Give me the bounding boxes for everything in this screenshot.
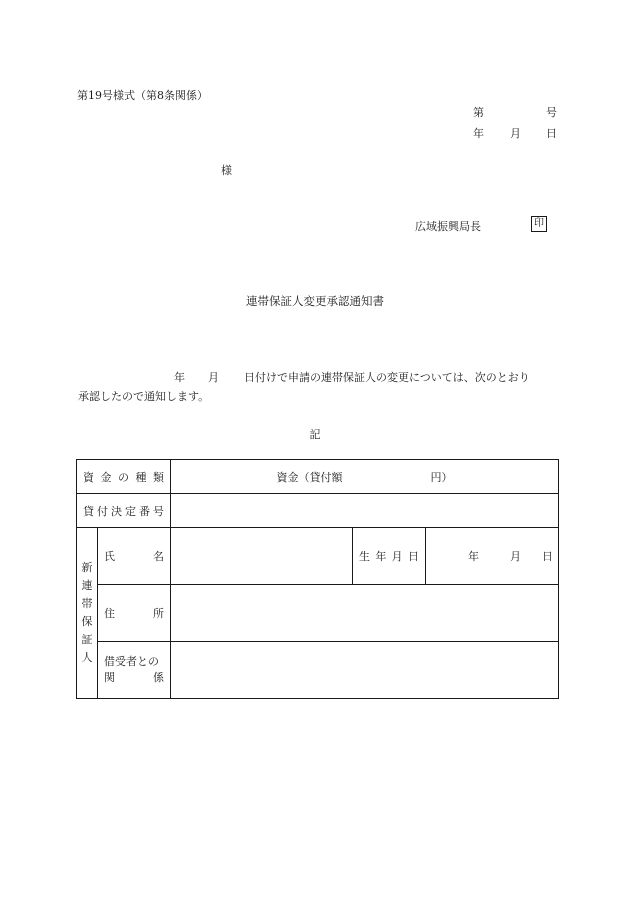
guarantor-char: 新 <box>81 561 93 574</box>
birthdate-year: 年 <box>468 550 479 563</box>
relation-label <box>98 642 171 699</box>
guarantor-char: 証 <box>81 633 93 646</box>
fund-type-label: 資金の種類 <box>77 460 171 494</box>
issue-date-day: 日 <box>546 127 557 140</box>
form-number: 第19号様式（第8条関係） <box>77 89 208 102</box>
fund-type-row <box>77 460 559 494</box>
birthdate-label: 生年月日 <box>353 528 426 585</box>
guarantor-char: 人 <box>81 651 93 664</box>
birthdate-day: 日 <box>542 550 553 563</box>
loan-decision-value <box>171 494 559 528</box>
address-label: 住所 <box>98 585 171 642</box>
guarantor-name-row <box>77 528 559 585</box>
guarantor-char: 帯 <box>81 597 93 610</box>
body-year: 年 <box>174 371 185 384</box>
new-guarantor-label <box>77 528 98 699</box>
loan-decision-row <box>77 494 559 528</box>
birthdate-value <box>426 528 559 585</box>
name-value <box>171 528 353 585</box>
issuer-title: 広域振興局長 <box>415 220 481 233</box>
guarantor-relation-row <box>77 642 559 699</box>
guarantor-change-table <box>76 459 559 699</box>
seal-mark: 印 <box>531 216 547 232</box>
guarantor-char: 保 <box>81 615 93 628</box>
address-value <box>171 585 559 642</box>
guarantor-char: 連 <box>81 579 93 592</box>
name-label: 氏名 <box>98 528 171 585</box>
body-text: 日付けで申請の連帯保証人の変更については、次のとおり <box>244 371 530 384</box>
birthdate-month: 月 <box>510 550 521 563</box>
ki-heading: 記 <box>309 428 321 441</box>
body-line-2: 承認したので通知します。 <box>78 390 210 403</box>
loan-decision-label: 貸付決定番号 <box>77 494 171 528</box>
document-number-label: 第 <box>473 106 484 119</box>
recipient-honorific: 様 <box>221 164 232 177</box>
relation-label-line2: 関係 <box>104 671 164 684</box>
issue-date-month: 月 <box>510 127 521 140</box>
document-number-suffix: 号 <box>546 106 557 119</box>
fund-type-value: 資金（貸付額 円） <box>171 460 559 494</box>
relation-label-line1: 借受者との <box>104 655 159 668</box>
document-title: 連帯保証人変更承認通知書 <box>246 294 384 308</box>
relation-value <box>171 642 559 699</box>
issue-date-year: 年 <box>473 127 484 140</box>
body-month: 月 <box>208 371 219 384</box>
guarantor-address-row <box>77 585 559 642</box>
